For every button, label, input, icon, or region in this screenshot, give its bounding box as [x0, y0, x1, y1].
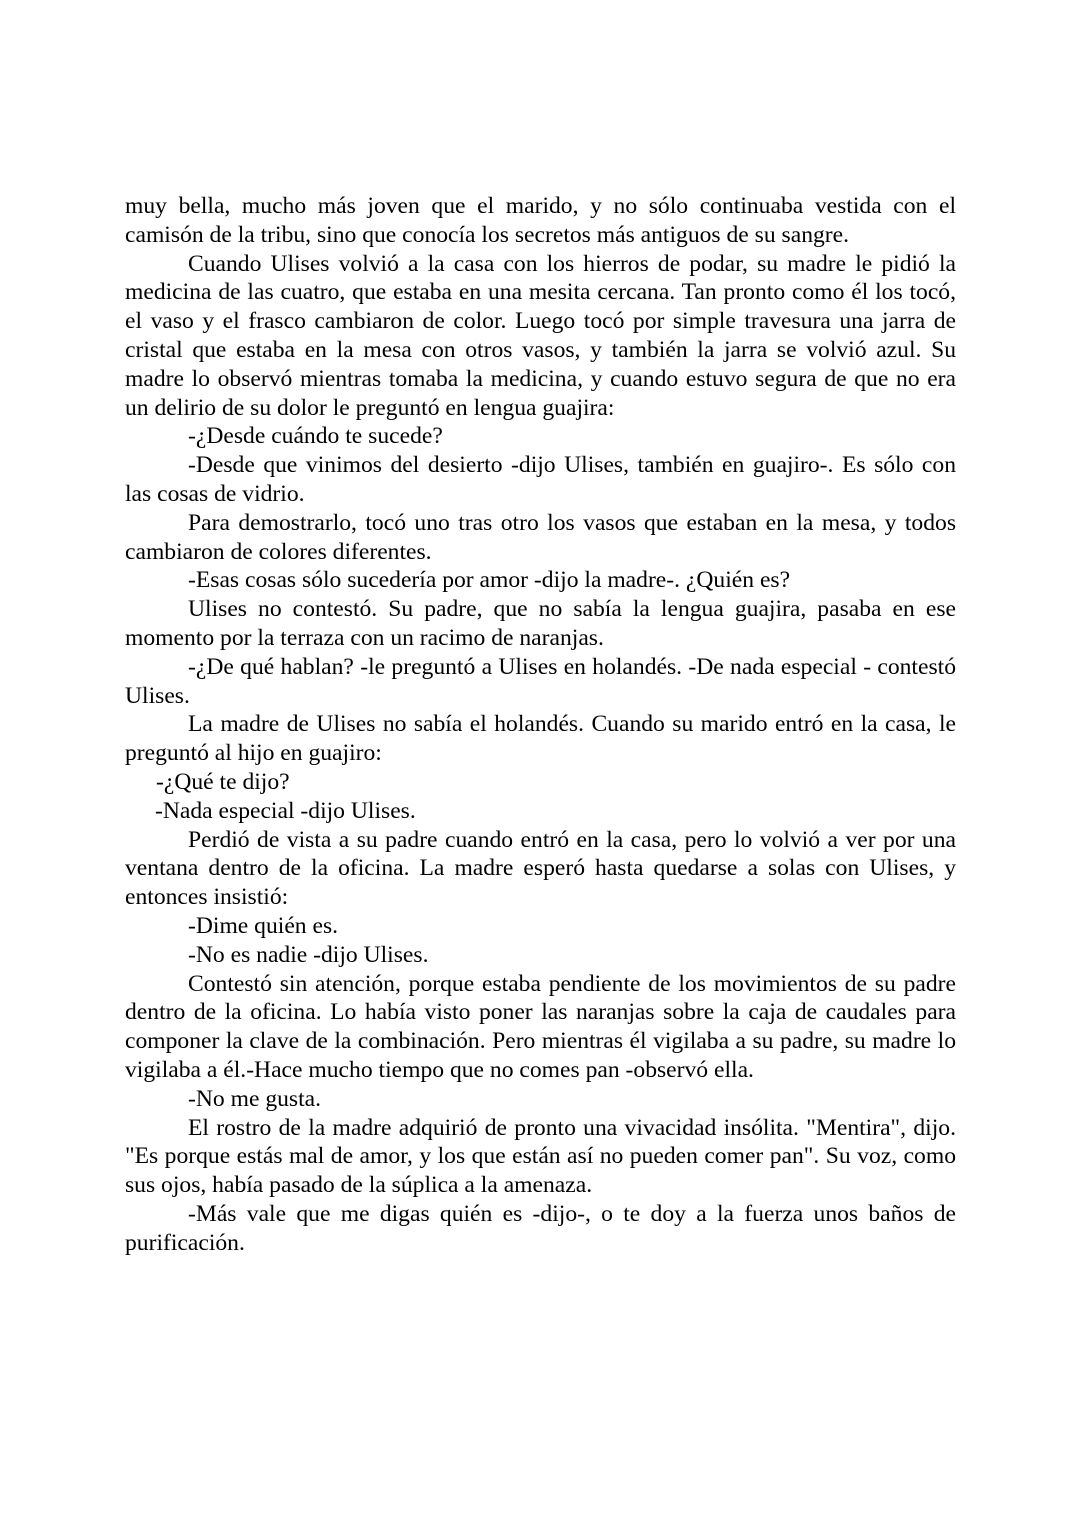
paragraph: Para demostrarlo, tocó uno tras otro los vasos que estaban en la mesa, y todos cambiaron de colores diferentes.: [125, 509, 956, 565]
dialogue-line: -¿Desde cuándo te sucede?: [188, 423, 443, 450]
paragraph: Contestó sin atención, porque estaba pendiente de los movimientos de su padre dentro de la oficina. Lo había visto poner las naranjas sobre la caja de caudales para componer la clave de la combinación. Pero mientras él vigilaba a su padre, su madre lo vigilaba a él.-Hace mucho tiempo que no comes pan -observó ella.: [125, 970, 956, 1083]
paragraph: muy bella, mucho más joven que el marido, y no sólo continuaba vestida con el camisón de la tribu, sino que conocía los secretos más antiguos de su sangre.: [125, 193, 956, 248]
dialogue-line: -Esas cosas sólo sucedería por amor -dijo la madre-. ¿Quién es?: [188, 567, 791, 594]
document-page: [125, 192, 956, 1257]
paragraph: El rostro de la madre adquirió de pronto una vivacidad insólita. "Mentira", dijo. "Es porque estás mal de amor, y los que están así no pueden comer pan". Su voz, como sus ojos, había pasado de la súplica a la amenaza.: [125, 1114, 956, 1199]
dialogue-line: -No me gusta.: [188, 1085, 322, 1112]
dialogue-line: -Desde que vinimos del desierto -dijo Ulises, también en guajiro-. Es sólo con las cosas de vidrio.: [125, 452, 956, 507]
paragraph: Ulises no contestó. Su padre, que no sabía la lengua guajira, pasaba en ese momento por la terraza con un racimo de naranjas.: [125, 596, 956, 651]
dialogue-line: -Nada especial -dijo Ulises.: [155, 797, 416, 824]
paragraph: La madre de Ulises no sabía el holandés. Cuando su marido entró en la casa, le preguntó al hijo en guajiro:: [125, 711, 956, 767]
dialogue-line: -No es nadie -dijo Ulises.: [188, 941, 429, 968]
dialogue-line: -¿Qué te dijo?: [156, 768, 290, 795]
paragraph: Perdió de vista a su padre cuando entró en la casa, pero lo volvió a ver por una ventana dentro de la oficina. La madre esperó hasta quedarse a solas con Ulises, y entonces insistió:: [125, 826, 956, 911]
dialogue-line: -Dime quién es.: [188, 912, 339, 939]
dialogue-line: -¿De qué hablan? -le preguntó a Ulises en holandés. -De nada especial - contestó Ulises.: [125, 653, 956, 709]
dialogue-line: -Más vale que me digas quién es -dijo-, o te doy a la fuerza unos baños de purificación.: [125, 1200, 956, 1256]
paragraph: Cuando Ulises volvió a la casa con los hierros de podar, su madre le pidió la medicina de las cuatro, que estaba en una mesita cercana. Tan pronto como él los tocó, el vaso y el frasco cambiaron de color. Luego tocó por simple travesura una jarra de cristal que estaba en la mesa con otros vasos, y también la jarra se volvió azul. Su madre lo observó mientras tomaba la medicina, y cuando estuvo segura de que no era un delirio de su dolor le preguntó en lengua guajira:: [125, 250, 956, 421]
